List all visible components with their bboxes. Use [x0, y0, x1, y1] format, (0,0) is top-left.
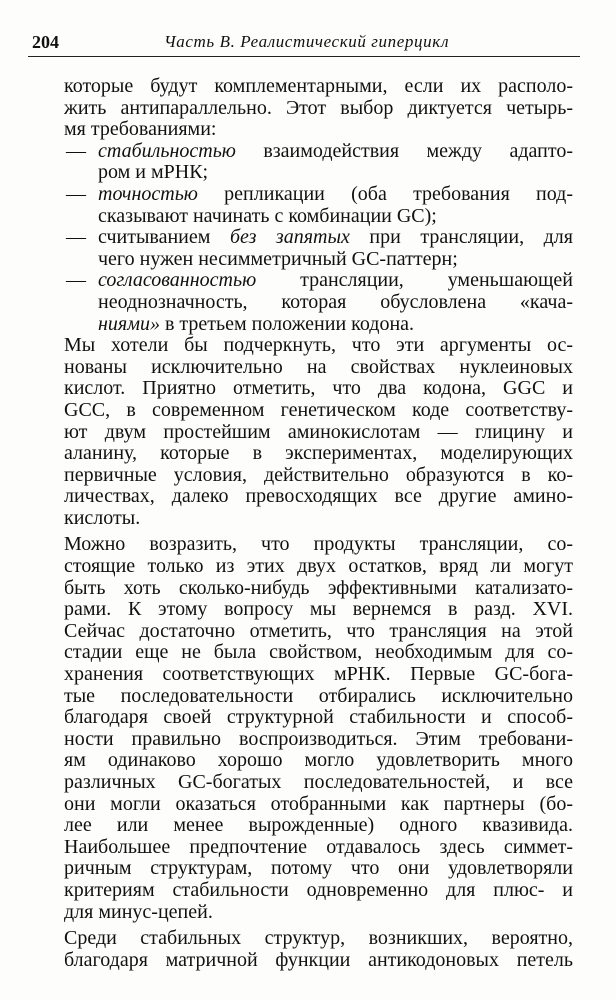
list-dash: —	[66, 182, 86, 205]
emphasis: точностью	[98, 182, 198, 205]
list-item-continuation: чего нужен несимметричный GC-паттерн;	[98, 247, 458, 270]
text-line: Мы хотели бы подчеркнуть, что эти аргументы ос-	[64, 334, 573, 357]
text-line: кислоты.	[64, 506, 141, 529]
list-dash: —	[66, 139, 86, 162]
text-line: нованы исключительно на свойствах нуклеиновых	[64, 355, 573, 378]
text-line: лее или менее вырожденные) одного квазивида.	[64, 814, 573, 837]
text-line: Сейчас достаточно отметить, что трансляция на этой	[64, 619, 573, 642]
page-header	[28, 30, 580, 57]
text-line: жить антипараллельно. Этот выбор диктуется четырь-	[64, 96, 573, 119]
text-line: Наибольшее предпочтение отдавалось здесь симмет-	[64, 835, 573, 858]
list-item	[64, 184, 573, 206]
text-line: GCC, в современном генетическом коде соответству-	[64, 398, 573, 421]
list-item-continuation: ром и мРНК;	[98, 161, 209, 184]
text-line: ям одинаково хорошо могло удовлетворить много	[64, 749, 573, 772]
text-line: личествах, далеко превосходящих все другие амино-	[64, 485, 573, 508]
text-line: кислот. Приятно отметить, что два кодона, GGC и	[64, 377, 573, 400]
text-line: Можно возразить, что продукты трансляции, со-	[64, 533, 573, 556]
text-line: быть хоть сколько-нибудь эффективными катализато-	[64, 576, 573, 599]
paragraph	[64, 928, 573, 971]
list-item-text: трансляции, уменьшающей	[256, 269, 573, 292]
text-line: хранения соответствующих мРНК. Первые GC-бога-	[64, 663, 573, 686]
emphasis: стабильностью	[98, 139, 236, 162]
text-line: стоящие только из этих двух остатков, вряд ли могут	[64, 555, 573, 578]
text-line: критериям стабильности одновременно для плюс- и	[64, 878, 573, 901]
list-item-text: считыванием	[98, 226, 230, 249]
list-item-line	[98, 184, 573, 206]
text-line: Среди стабильных структур, возникших, вероятно,	[64, 927, 573, 950]
list-item-continuation: сказывают начинать с комбинации GC);	[98, 204, 437, 227]
paragraph	[64, 335, 573, 529]
text-line: которые будут комплементарными, если их располо-	[64, 75, 573, 97]
emphasis: ниями»	[98, 312, 160, 335]
text-line: ности правильно воспроизводиться. Этим требовани-	[64, 727, 573, 750]
page-number: 204	[32, 32, 59, 52]
list-item	[64, 227, 573, 249]
text-line: они могли оказаться отобранными как партнеры (бо-	[64, 792, 573, 815]
text-line: благодаря своей структурной стабильности и способ-	[64, 706, 573, 729]
text-line: аланину, которые в экспериментах, моделирующих	[64, 442, 573, 465]
list-item-text: репликации (оба требования под-	[197, 182, 573, 205]
text-line: рами. К этому вопросу мы вернемся в разд. XVI.	[64, 598, 573, 621]
list-item	[64, 270, 573, 292]
text-line: стадии еще не была свойством, необходимым для со-	[64, 641, 573, 664]
emphasis: согласованностью	[98, 269, 257, 292]
emphasis: без запятых	[229, 226, 350, 249]
list-item-continuation: неоднозначность, которая обусловлена «кача-	[98, 290, 573, 313]
list-dash: —	[66, 226, 86, 249]
list-item-text: при трансляции, для	[349, 226, 573, 249]
list-dash: —	[66, 269, 86, 292]
text-line: мя требованиями:	[64, 118, 217, 141]
text-line: ют двум простейшим аминокислотам — глицину и	[64, 420, 573, 443]
list-item-continuation	[64, 314, 573, 336]
text-line: для минус-цепей.	[64, 900, 213, 923]
list-item-text: взаимодействия между адапто-	[235, 139, 573, 162]
text-line: ричным структурам, потому что они удовлетворяли	[64, 857, 573, 880]
list-item-line	[98, 270, 573, 292]
list-item-text: в третьем положении кодона.	[159, 312, 415, 335]
text-line: первичные условия, действительно образуются в ко-	[64, 463, 573, 486]
paragraph	[64, 534, 573, 923]
text-line: тые последовательности отбирались исключительно	[64, 684, 573, 707]
list-item-line	[98, 141, 573, 163]
list-item	[64, 141, 573, 163]
body-text	[64, 76, 573, 971]
list-item-line	[98, 227, 573, 249]
running-title: Часть В. Реалистический гиперцикл	[164, 32, 450, 51]
text-line: благодаря матричной функции антикодоновых петель	[64, 948, 573, 971]
text-line: различных GC-богатых последовательностей, и все	[64, 771, 573, 793]
